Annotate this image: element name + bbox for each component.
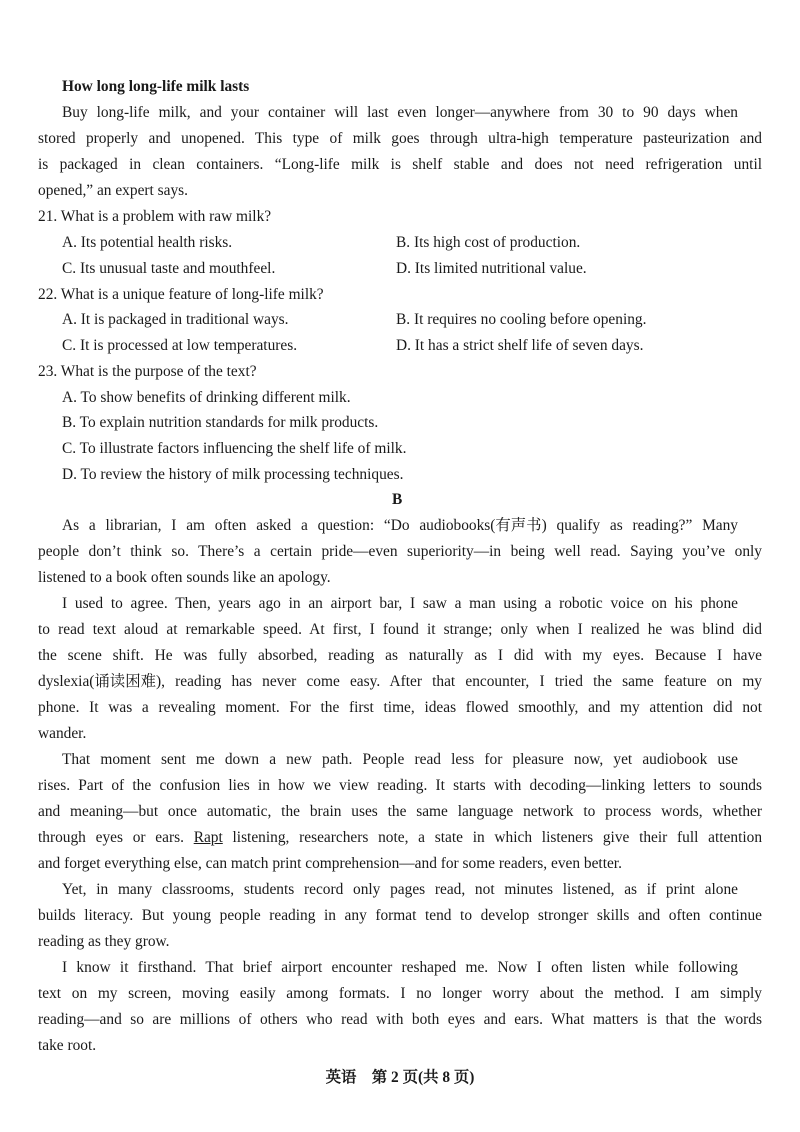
answer-option: A. Its potential health risks. [62, 234, 233, 251]
text-line: to read text aloud at remarkable speed. At first, I found it strange; only when I realized he was blind did [38, 621, 762, 638]
text-segment: listening, researchers note, a state in which listeners give their full attention [222, 829, 763, 846]
text-line: I know it firsthand. That brief airport encounter reshaped me. Now I often listen while following [62, 959, 738, 976]
answer-option: B. Its high cost of production. [396, 234, 581, 251]
text-line: Buy long-life milk, and your container will last even longer—anywhere from 30 to 90 days when [62, 104, 738, 121]
text-line: stored properly and unopened. This type of milk goes through ultra-high temperature pasteurization and [38, 130, 762, 147]
answer-option: D. It has a strict shelf life of seven days. [396, 337, 644, 354]
text-line: I used to agree. Then, years ago in an airport bar, I saw a man using a robotic voice on his phone [62, 595, 738, 612]
question-stem: 21. What is a problem with raw milk? [38, 208, 272, 225]
text-line: people don’t think so. There’s a certain pride—even superiority—in being well read. Saying you’ve only [38, 543, 762, 560]
text-line [38, 776, 762, 796]
answer-option: C. Its unusual taste and mouthfeel. [62, 260, 276, 277]
text-line: the scene shift. He was fully absorbed, reading as naturally as I did with my eyes. Because I have [38, 647, 762, 664]
text-line [38, 750, 762, 770]
text-line: is packaged in clean containers. “Long-life milk is shelf stable and does not need refrigeration until [38, 156, 762, 173]
text-line [38, 620, 762, 640]
answer-option: D. To review the history of milk processing techniques. [62, 466, 404, 483]
passage-heading: How long long-life milk lasts [62, 78, 250, 95]
text-line [38, 646, 762, 666]
text-line [38, 906, 762, 926]
text-line: and meaning—but once automatic, the brain uses the same language network to process words, whether [38, 803, 762, 820]
answer-option: D. Its limited nutritional value. [396, 260, 587, 277]
text-line: As a librarian, I am often asked a question: “Do audiobooks(有声书) qualify as reading?” Many [62, 517, 738, 534]
text-line: text on my screen, moving easily among formats. I no longer worry about the method. I am simply [38, 985, 762, 1002]
text-line: That moment sent me down a new path. People read less for pleasure now, yet audiobook use [62, 751, 738, 768]
text-line [38, 828, 762, 848]
section-label: B [392, 491, 403, 508]
text-line: Yet, in many classrooms, students record only pages read, not minutes listened, as if print alone [62, 881, 738, 898]
text-line [38, 958, 762, 978]
answer-option: B. To explain nutrition standards for milk products. [62, 414, 379, 431]
text-line [38, 672, 762, 692]
text-line [38, 828, 762, 848]
passage-paragraph [38, 155, 762, 175]
text-line [38, 802, 762, 822]
text-segment: through eyes or ears. [38, 829, 194, 846]
text-line [38, 880, 762, 900]
underlined-word: Rapt [193, 829, 223, 846]
text-line [38, 984, 762, 1004]
passage-paragraph [38, 129, 762, 149]
question-stem: 22. What is a unique feature of long-life milk? [38, 286, 324, 303]
answer-option: A. It is packaged in traditional ways. [62, 311, 289, 328]
answer-option: C. It is processed at low temperatures. [62, 337, 298, 354]
text-line [38, 516, 762, 536]
answer-option: C. To illustrate factors influencing the shelf life of milk. [62, 440, 407, 457]
text-line [38, 542, 762, 562]
text-line: phone. It was a revealing moment. For the first time, ideas flowed smoothly, and my attention did not [38, 699, 762, 716]
question-stem: 23. What is the purpose of the text? [38, 363, 257, 380]
text-line: listened to a book often sounds like an apology. [38, 569, 331, 586]
answer-option: B. It requires no cooling before opening. [396, 311, 647, 328]
answer-option: A. To show benefits of drinking different milk. [62, 389, 351, 406]
text-line: reading—and so are millions of others who read with both eyes and ears. What matters is that the words [38, 1011, 762, 1028]
text-line: take root. [38, 1037, 97, 1054]
text-line [38, 594, 762, 614]
text-line [38, 698, 762, 718]
text-line: reading as they grow. [38, 933, 170, 950]
text-line: builds literacy. But young people reading in any format tend to develop stronger skills and often continue [38, 907, 762, 924]
text-line: opened,” an expert says. [38, 182, 188, 199]
passage-paragraph [38, 103, 762, 123]
text-line: dyslexia(诵读困难), reading has never come easy. After that encounter, I tried the same feature on my [38, 673, 762, 690]
text-line [38, 1010, 762, 1030]
text-line: and forget everything else, can match print comprehension—and for some readers, even better. [38, 855, 622, 872]
text-line: wander. [38, 725, 87, 742]
text-line: rises. Part of the confusion lies in how we view reading. It starts with decoding—linking letters to sounds [38, 777, 762, 794]
page-footer: 英语 第 2 页(共 8 页) [325, 1069, 475, 1086]
